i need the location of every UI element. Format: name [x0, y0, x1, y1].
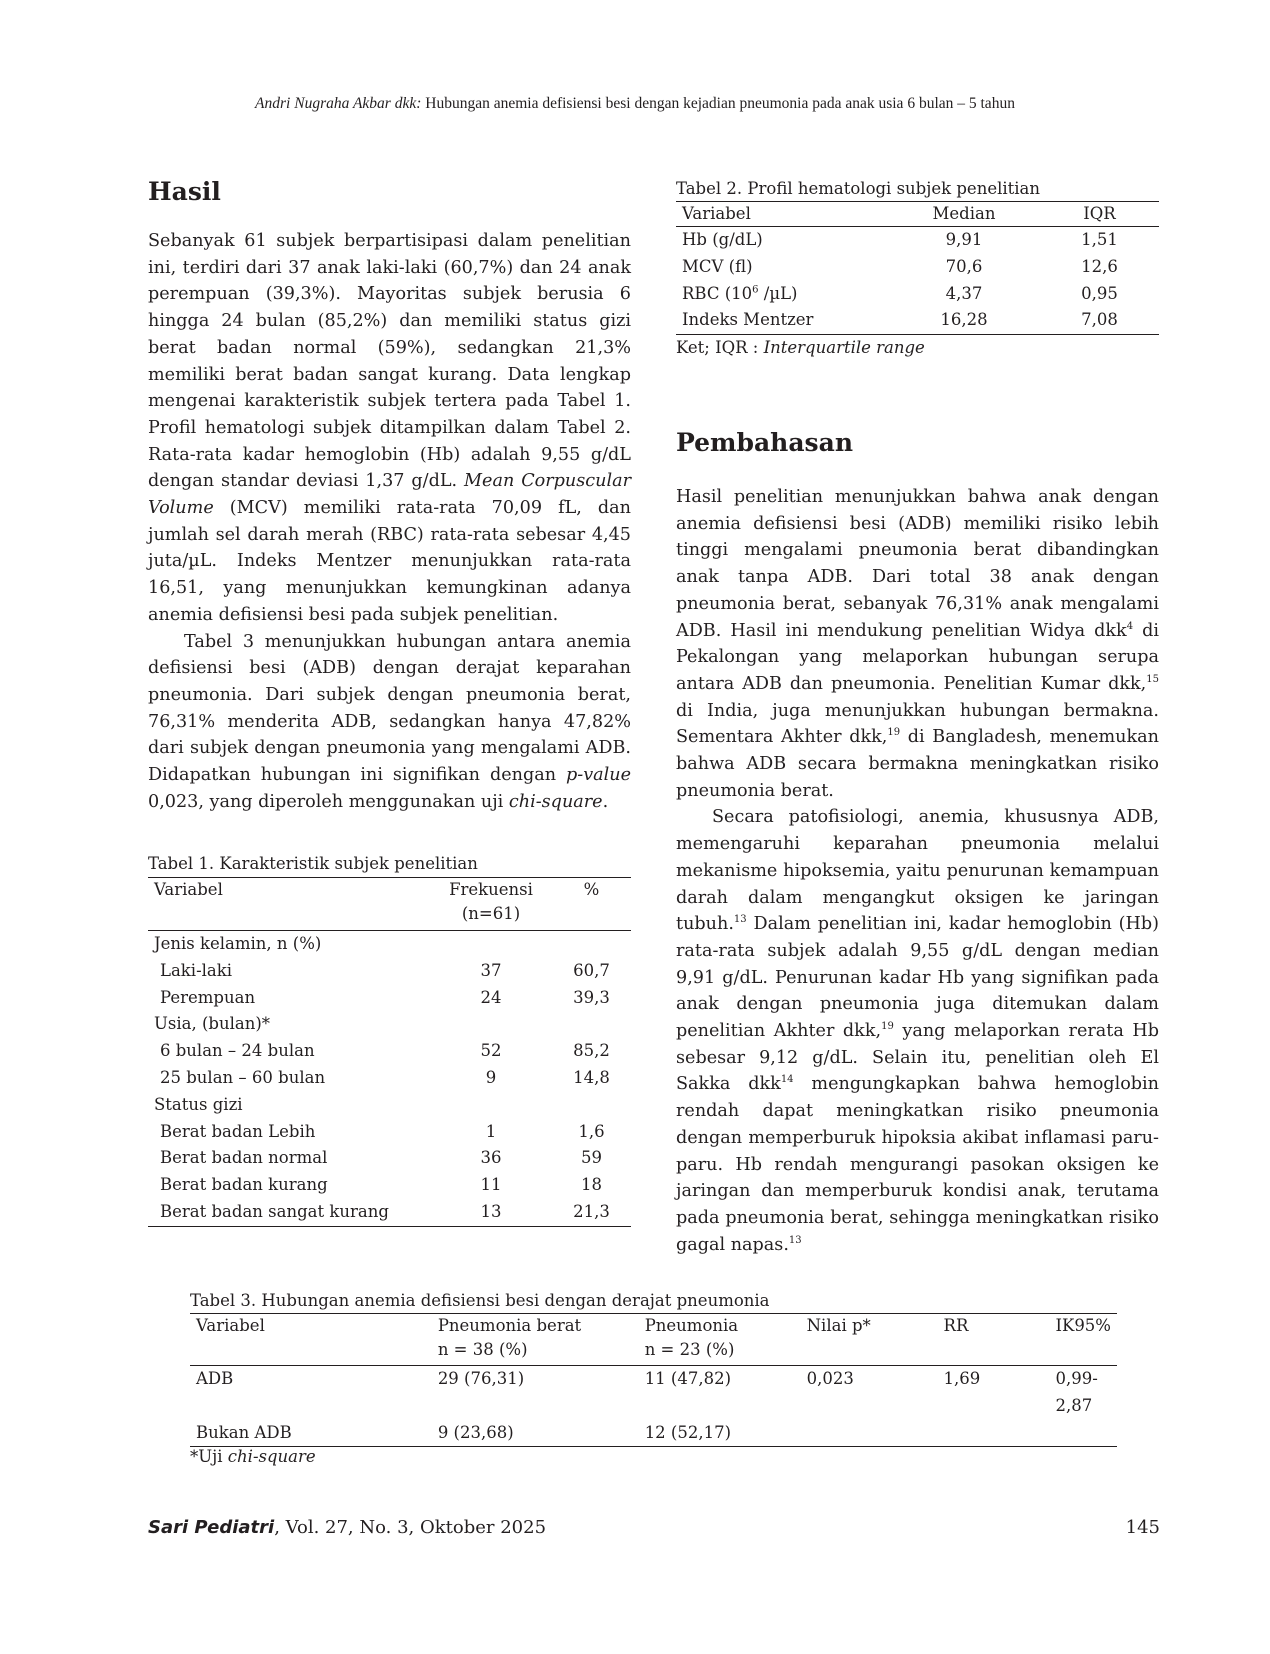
table-header-cell: Variabel — [190, 1314, 432, 1339]
table-cell — [1049, 1420, 1117, 1447]
table-cell — [938, 1420, 1050, 1447]
citation: 14 — [780, 1074, 794, 1086]
table-cell — [676, 281, 888, 308]
table-header-cell — [938, 1338, 1050, 1366]
table-header-cell: Pneumonia berat — [432, 1314, 639, 1339]
table-cell: 25 bulan – 60 bulan — [160, 1067, 326, 1087]
table-cell: 16,28 — [888, 307, 1040, 334]
table-cell — [430, 1011, 552, 1038]
citation: 13 — [788, 1234, 802, 1246]
text-run: 0,023, yang diperoleh menggunakan uji — [148, 791, 509, 812]
hasil-paragraph-2 — [148, 629, 631, 816]
table-cell — [552, 1011, 631, 1038]
table-cell — [552, 1092, 631, 1119]
text-run: RBC (10 — [682, 283, 753, 303]
table-cell: 12 (52,17) — [639, 1420, 801, 1447]
table-row — [148, 1119, 631, 1146]
table-row — [148, 1172, 631, 1199]
table-cell: 21,3 — [552, 1199, 631, 1226]
table-cell: 0,95 — [1081, 283, 1118, 303]
pembahasan-paragraph-1 — [676, 484, 1159, 804]
table-cell: Perempuan — [160, 987, 256, 1007]
text-run: Secara patofisiologi, anemia, khususnya ADB, memengaruhi keparahan pneumonia melalui mekanisme hipoksemia, yaitu penurunan kemampuan darah dalam mengangkut oksigen ke jaringan tubuh. — [676, 807, 1159, 935]
table-row — [148, 1199, 631, 1226]
footer-citation — [148, 1517, 546, 1538]
table-cell: 60,7 — [573, 960, 610, 980]
table-cell: 0,023 — [806, 1369, 854, 1388]
text-run: di Bangladesh, menemukan bahwa ADB secara bermakna meningkatkan risiko pneumonia berat. — [676, 727, 1159, 801]
table-header-cell: IK95% — [1049, 1314, 1117, 1339]
running-header — [0, 95, 1270, 113]
table-row — [148, 958, 631, 985]
table-cell: 6 bulan – 24 bulan — [160, 1041, 315, 1061]
table-cell: Jenis kelamin, n (%) — [154, 934, 322, 953]
table-cell — [552, 931, 631, 958]
table-cell: 13 — [430, 1199, 552, 1226]
table-cell: 1 — [485, 1121, 497, 1141]
table-cell: ADB — [196, 1369, 234, 1388]
table-header-cell: Frekuensi (n=61) — [430, 878, 552, 931]
table-header-cell: Variabel — [148, 878, 430, 931]
table-cell — [801, 1420, 938, 1447]
table-1 — [148, 853, 631, 1227]
text-run-italic: Mean Corpuscular Volume — [148, 471, 632, 519]
text-run: (MCV) memiliki rata-rata 70,09 fL, dan jumlah sel darah merah (RBC) rata-rata sebesar 4,45 juta/µL. Indeks Mentzer menunjukkan rata-rata 16,51, yang menunjukkan kemungkinan adanya anemia defisiensi besi pada subjek penelitian. — [148, 498, 631, 625]
table-cell: 7,08 — [1040, 307, 1159, 334]
table-header-row — [190, 1314, 1117, 1339]
text-run: . — [602, 791, 609, 812]
table-3-grid — [190, 1313, 1117, 1447]
citation: 19 — [881, 1021, 894, 1033]
table-3-caption: Tabel 3. Hubungan anemia defisiensi besi dengan derajat pneumonia — [190, 1291, 770, 1310]
text-run: di Pekalongan yang melaporkan hubungan serupa antara ADB dan pneumonia. Penelitian Kumar dkk, — [676, 620, 1159, 694]
table-row — [148, 985, 631, 1012]
table-1-grid — [148, 877, 631, 1227]
table-2-grid — [676, 201, 1159, 335]
table-header-cell: n = 23 (%) — [639, 1338, 801, 1366]
text-run-italic: chi-square — [227, 1447, 316, 1467]
table-3-note — [190, 1447, 1117, 1466]
header-authors: Andri Nugraha Akbar dkk: — [255, 95, 422, 112]
table-3 — [190, 1290, 1117, 1466]
table-cell: 39,3 — [573, 987, 610, 1007]
table-cell: 4,37 — [945, 283, 983, 303]
text-run: Hasil penelitian menunjukkan bahwa anak dengan anemia defisiensi besi (ADB) memiliki risiko lebih tinggi mengalami pneumonia berat dibandingkan anak tanpa ADB. Dari total 38 anak dengan pneumonia berat, sebanyak 76,31% anak mengalami ADB. Hasil ini mendukung penelitian Widya dkk — [676, 487, 1159, 641]
text-run: /µL) — [758, 283, 798, 303]
table-cell — [430, 931, 552, 958]
table-2-note — [676, 338, 1159, 357]
table-row — [190, 1366, 1117, 1420]
table-header-cell — [801, 1338, 938, 1366]
page-number: 145 — [1125, 1517, 1160, 1538]
table-cell: Laki-laki — [160, 960, 233, 980]
text-run: yang melaporkan rerata Hb sebesar 9,12 g/dL. Selain itu, penelitian oleh El Sakka dkk — [676, 1021, 1159, 1095]
superscript: 6 — [752, 284, 759, 296]
hasil-body — [148, 228, 631, 815]
table-header-cell: Nilai p* — [801, 1314, 938, 1339]
text-run: mengungkapkan bahwa hemoglobin rendah dapat meningkatkan risiko pneumonia dengan memperburuk hipoksia akibat inflamasi paru-paru. Hb rendah mengurangi pasokan oksigen ke jaringan dan memperburuk kondisi anak, terutama pada pneumonia berat, sehingga meningkatkan risiko gagal napas. — [676, 1074, 1160, 1255]
text-run: *Uji — [190, 1447, 228, 1467]
table-cell: 59 — [581, 1148, 602, 1168]
table-header-cell: Median — [888, 202, 1040, 227]
table-cell: 9,91 — [945, 230, 983, 249]
table-cell: 0,99-2,87 — [1055, 1369, 1098, 1415]
table-row — [148, 1065, 631, 1092]
text-run-italic: Interquartile range — [763, 338, 925, 358]
table-cell: Berat badan kurang — [160, 1175, 328, 1195]
table-row — [148, 1092, 631, 1119]
table-header-cell: RR — [938, 1314, 1050, 1339]
text-run-italic: p-value — [565, 765, 631, 786]
citation: 15 — [1146, 674, 1159, 686]
table-cell: 70,6 — [945, 256, 983, 276]
table-header-row — [676, 202, 1159, 227]
table-cell: 24 — [480, 987, 502, 1007]
table-row — [148, 1145, 631, 1172]
table-cell — [430, 1092, 552, 1119]
table-cell: Hb (g/dL) — [682, 230, 763, 249]
table-header-cell — [190, 1338, 432, 1366]
table-cell: 14,8 — [573, 1067, 610, 1087]
text-run: Tabel 3 menunjukkan hubungan antara anemia defisiensi besi (ADB) dengan derajat keparahan pneumonia. Dari subjek dengan pneumonia berat, 76,31% menderita ADB, sedangkan hanya 47,82% dari subjek dengan pneumonia yang mengalami ADB. Didapatkan hubungan ini signifikan dengan — [148, 631, 631, 786]
table-subheader-row — [190, 1338, 1117, 1366]
table-row — [676, 254, 1159, 281]
text-run: Ket; IQR : — [676, 338, 764, 358]
table-header-cell: IQR — [1040, 202, 1159, 227]
table-cell: 1,69 — [943, 1369, 981, 1388]
table-2 — [676, 178, 1159, 357]
table-cell: Status gizi — [154, 1094, 243, 1114]
table-cell: 52 — [480, 1041, 502, 1061]
table-cell: Berat badan normal — [160, 1148, 328, 1168]
table-header-row — [148, 878, 631, 931]
section-heading-hasil: Hasil — [148, 177, 221, 206]
table-header-cell: Pneumonia — [639, 1314, 801, 1339]
table-cell: 36 — [480, 1148, 502, 1168]
table-row — [676, 307, 1159, 334]
table-header-cell: % — [552, 878, 631, 931]
table-row — [676, 281, 1159, 308]
table-header-cell: Variabel — [676, 202, 888, 227]
citation: 4 — [1126, 620, 1134, 632]
table-row — [148, 1038, 631, 1065]
table-row — [676, 227, 1159, 254]
table-cell: 11 (47,82) — [644, 1369, 732, 1388]
table-cell: Usia, (bulan)* — [154, 1014, 271, 1034]
table-cell: 29 (76,31) — [437, 1369, 525, 1388]
citation: 13 — [733, 914, 747, 926]
table-cell: 18 — [581, 1175, 602, 1195]
journal-issue: , Vol. 27, No. 3, Oktober 2025 — [274, 1517, 547, 1538]
section-heading-pembahasan: Pembahasan — [676, 428, 853, 457]
table-cell: 1,6 — [578, 1121, 605, 1141]
pembahasan-paragraph-2 — [676, 804, 1159, 1258]
text-run: Dalam penelitian ini, kadar hemoglobin (Hb) rata-rata subjek adalah 9,55 g/dL dengan median 9,91 g/dL. Penurunan kadar Hb yang signifikan pada anak dengan pneumonia juga ditemukan dalam penelitian Akhter dkk, — [676, 914, 1159, 1042]
table-header-cell — [1049, 1338, 1117, 1366]
text-run: di India, juga menunjukkan hubungan bermakna. Sementara Akhter dkk, — [676, 700, 1159, 748]
table-cell: 12,6 — [1081, 256, 1118, 276]
hasil-paragraph-1 — [148, 228, 631, 629]
pembahasan-body — [676, 484, 1159, 1258]
table-row — [148, 931, 631, 958]
table-1-caption: Tabel 1. Karakteristik subjek penelitian — [148, 854, 478, 873]
table-cell: Indeks Mentzer — [676, 307, 888, 334]
table-cell: 1,51 — [1081, 230, 1118, 249]
table-row — [190, 1420, 1117, 1447]
text-run-italic: chi-square — [508, 791, 603, 812]
table-cell: 37 — [480, 960, 502, 980]
table-cell: MCV (fl) — [682, 256, 753, 276]
table-cell: 9 (23,68) — [432, 1420, 639, 1447]
table-cell: Berat badan sangat kurang — [148, 1199, 430, 1226]
table-cell: Berat badan Lebih — [160, 1121, 316, 1141]
table-cell: 9 — [485, 1067, 497, 1087]
table-cell: 11 — [480, 1175, 502, 1195]
table-row — [148, 1011, 631, 1038]
table-cell: Bukan ADB — [190, 1420, 432, 1447]
table-2-caption: Tabel 2. Profil hematologi subjek penelitian — [676, 179, 1041, 198]
table-cell: 85,2 — [573, 1041, 610, 1061]
citation: 19 — [887, 727, 901, 739]
journal-name: Sari Pediatri — [148, 1517, 275, 1538]
table-header-cell: n = 38 (%) — [432, 1338, 639, 1366]
text-run: Sebanyak 61 subjek berpartisipasi dalam penelitian ini, terdiri dari 37 anak laki-laki (60,7%) dan 24 anak perempuan (39,3%). Mayoritas subjek berusia 6 hingga 24 bulan (85,2%) dan memiliki status gizi berat badan normal (59%), sedangkan 21,3% memiliki berat badan sangat kurang. Data lengkap mengenai karakteristik subjek tertera pada Tabel 1. Profil hematologi subjek ditampilkan dalam Tabel 2. Rata-rata kadar hemoglobin (Hb) adalah 9,55 g/dL dengan standar deviasi 1,37 g/dL. — [148, 231, 631, 492]
header-title: Hubungan anemia defisiensi besi dengan kejadian pneumonia pada anak usia 6 bulan – 5 tahun — [421, 95, 1015, 112]
